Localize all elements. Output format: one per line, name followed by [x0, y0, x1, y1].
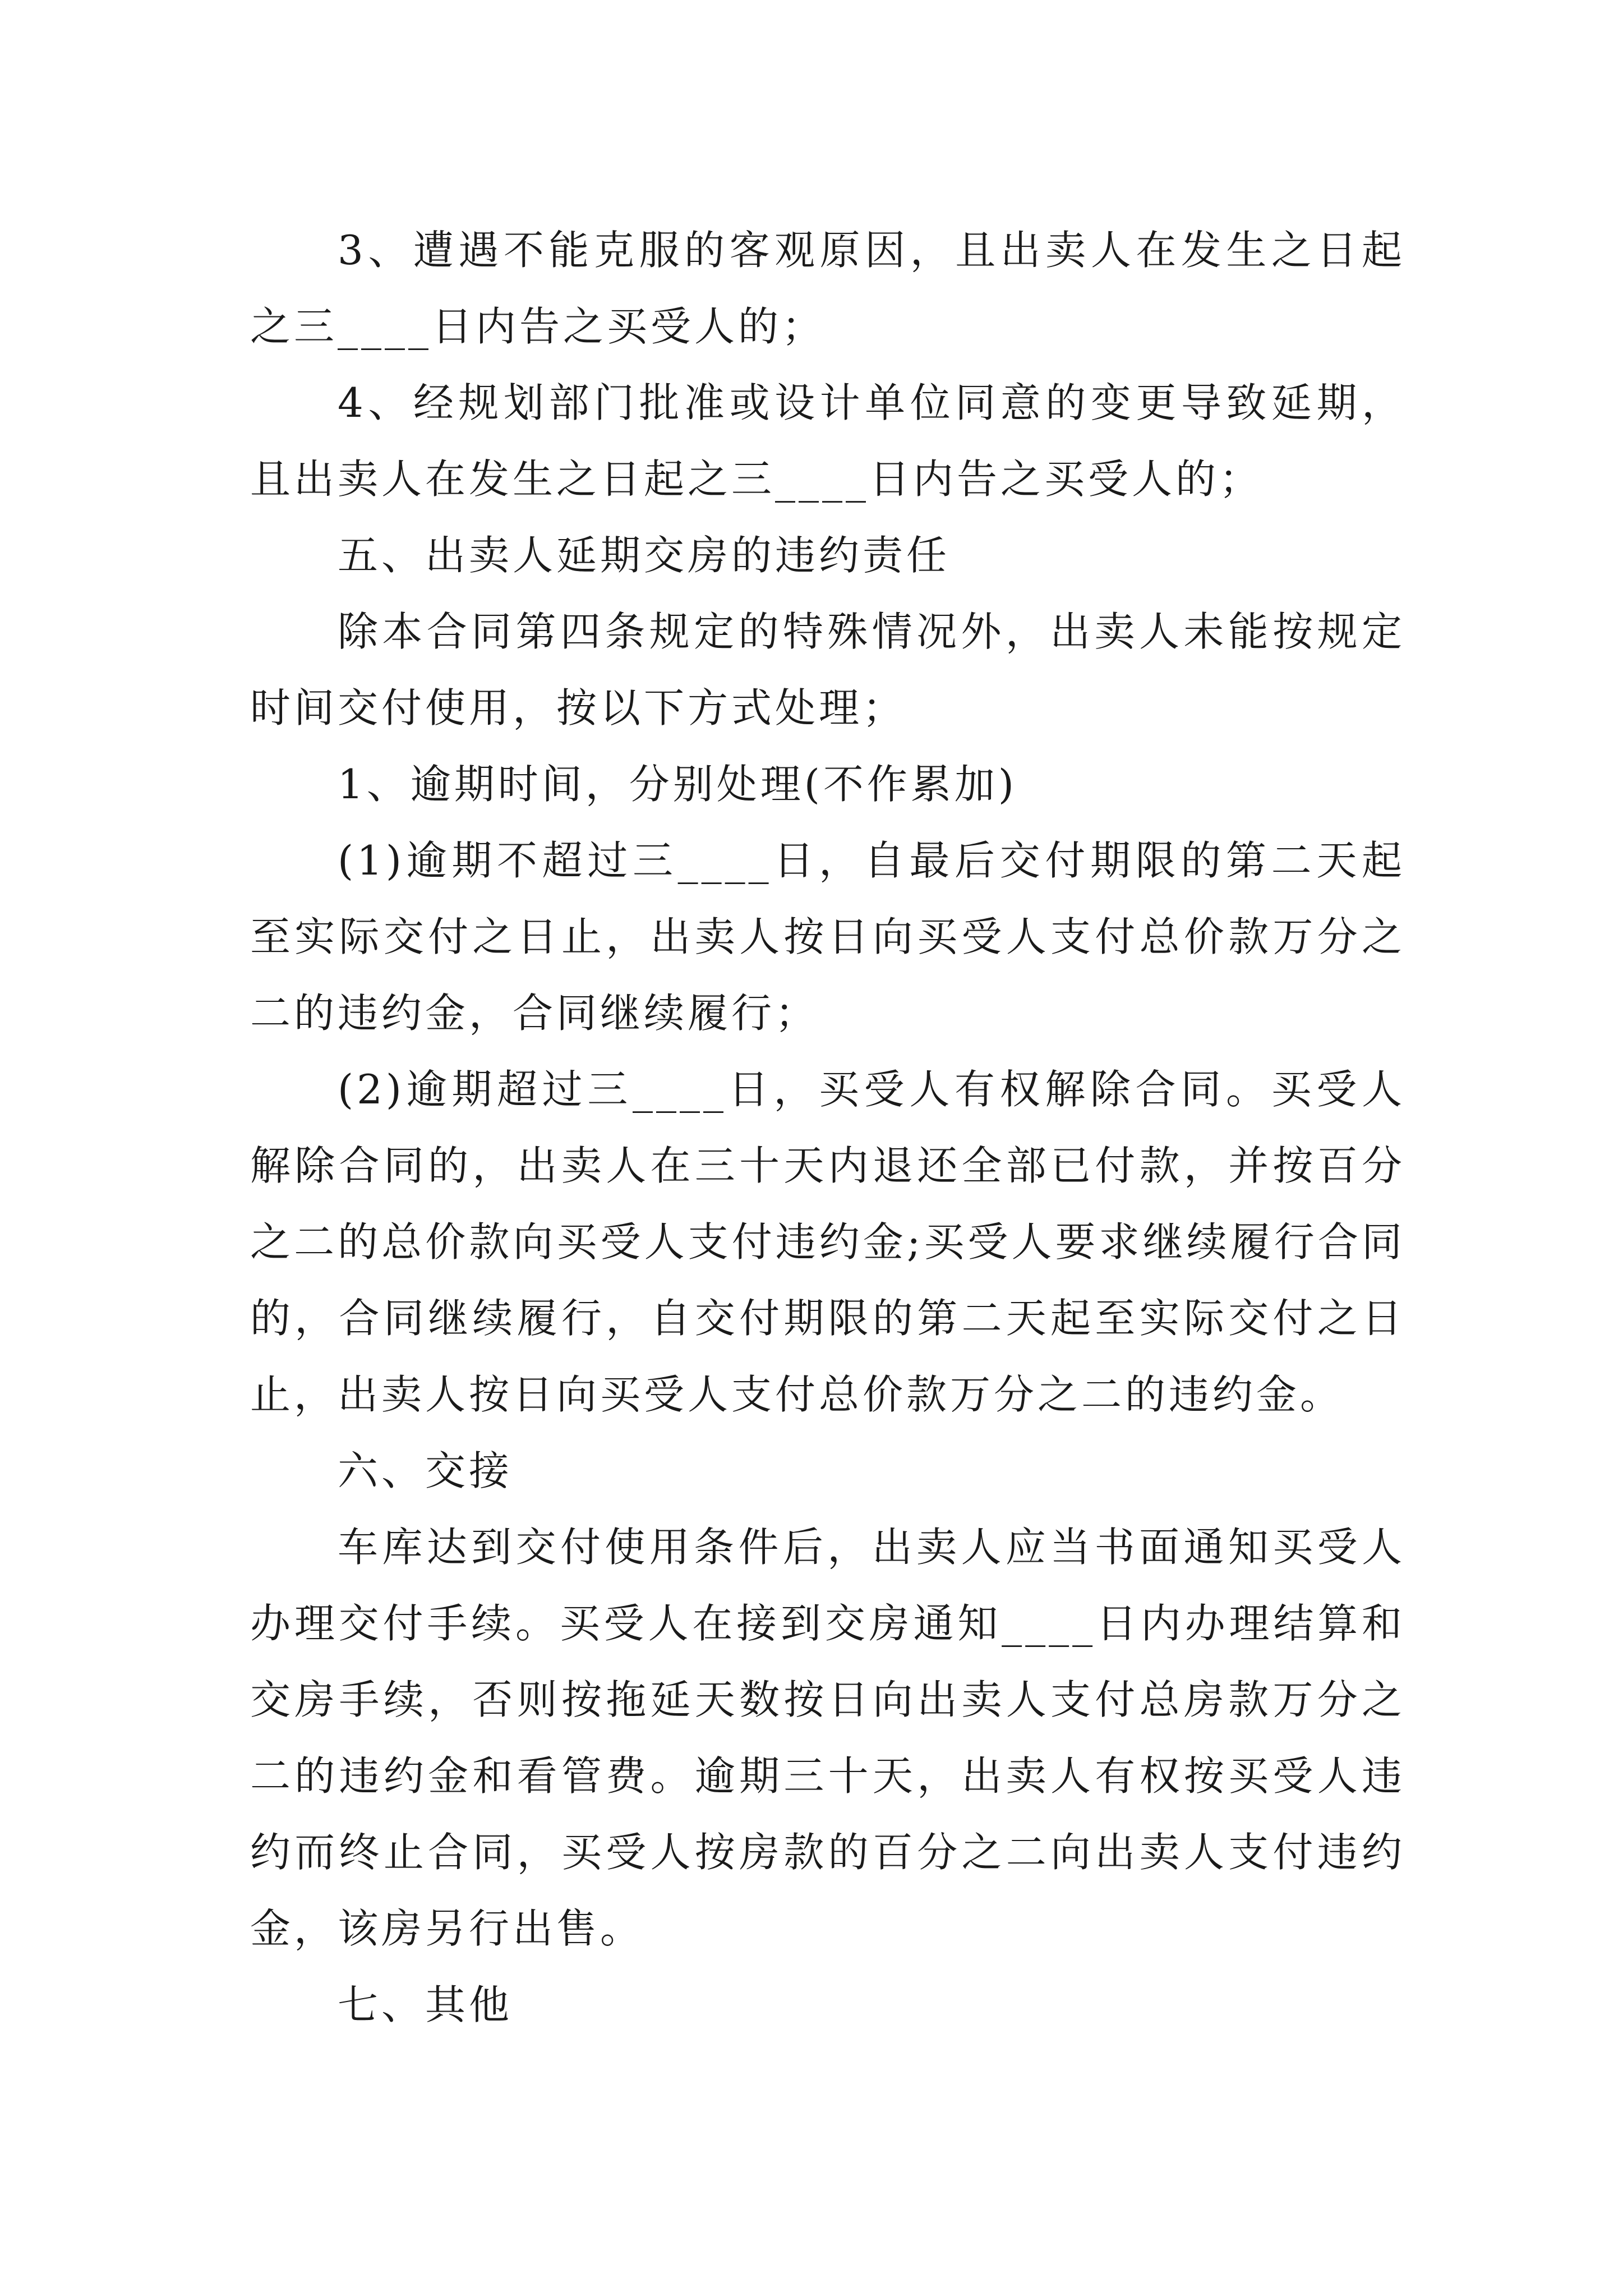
section-6-body: 车库达到交付使用条件后，出卖人应当书面通知买受人办理交付手续。买受人在接到交房通知____日内办理结算和交房手续，否则按拖延天数按日向出卖人支付总房款万分之二的违约金和看管费。逾期三十天，出卖人有权按买受人违约而终止合同，买受人按房款的百分之二向出卖人支付违约金，该房另行出售。 — [250, 1524, 1405, 1952]
section-6-heading: 六、交接 — [338, 1447, 513, 1494]
clause-4-4: 4、经规划部门批准或设计单位同意的变更导致延期，且出卖人在发生之日起之三____日内告之买受人的； — [250, 379, 1405, 503]
clause-5-1: 1、逾期时间，分别处理(不作累加) — [338, 761, 1017, 808]
section-5-intro: 除本合同第四条规定的特殊情况外，出卖人未能按规定时间交付使用，按以下方式处理； — [250, 608, 1405, 731]
document-body — [250, 212, 1405, 2043]
section-5-heading: 五、出卖人延期交房的违约责任 — [338, 532, 951, 579]
clause-5-1-1: (1)逾期不超过三____日，自最后交付期限的第二天起至实际交付之日止，出卖人按日向买受人支付总价款万分之二的违约金，合同继续履行； — [250, 837, 1405, 1037]
clause-4-3: 3、遭遇不能克服的客观原因，且出卖人在发生之日起之三____日内告之买受人的； — [250, 227, 1405, 350]
clause-5-1-2: (2)逾期超过三____日，买受人有权解除合同。买受人解除合同的，出卖人在三十天内退还全部已付款，并按百分之二的总价款向买受人支付违约金;买受人要求继续履行合同的，合同继续履行，自交付期限的第二天起至实际交付之日止，出卖人按日向买受人支付总价款万分之二的违约金。 — [250, 1066, 1405, 1418]
section-7-heading: 七、其他 — [338, 1981, 513, 2028]
